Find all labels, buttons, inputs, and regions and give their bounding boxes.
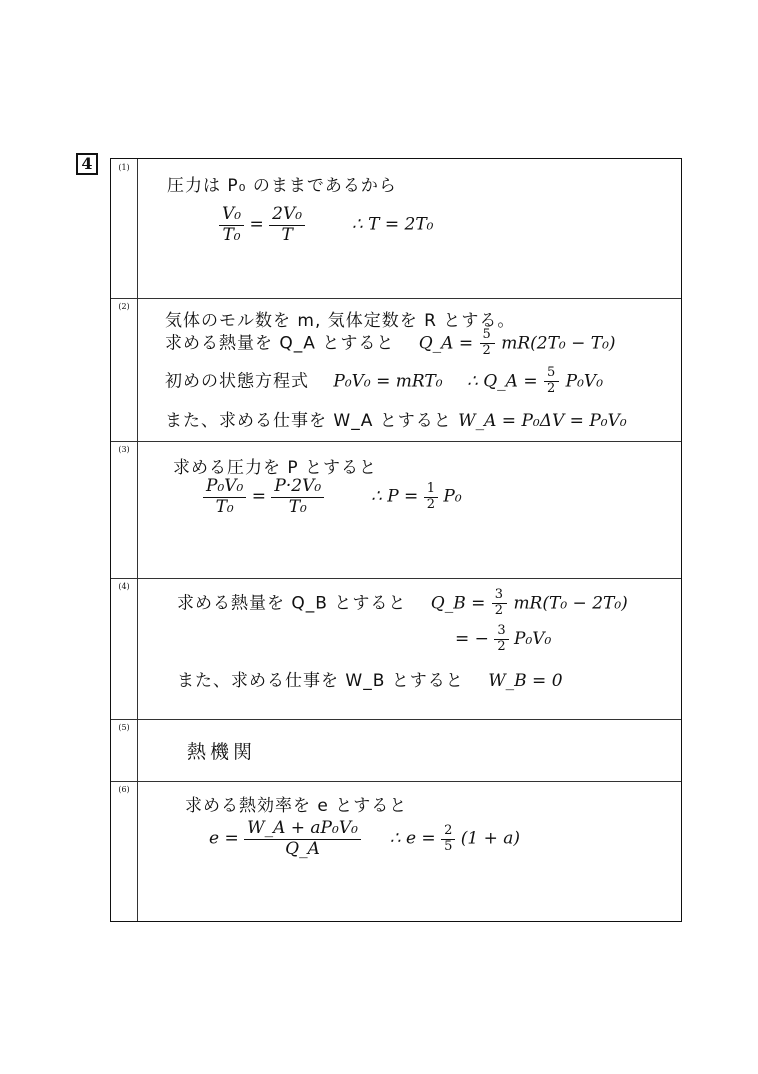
part-5-answer: 熱機関 [187,741,257,763]
answer-row-5 [111,719,681,782]
part-6-line-1: 求める熱効率を e とすると [185,796,408,816]
part-2-line-2: 求める熱量を Q_A とすると Q_A = $\frac{5}{2}$ mR(2T₀ − T₀) [165,327,616,358]
part-4-line-2: = − $\frac{3}{2}$ P₀V₀ [455,623,552,654]
fraction: $\frac{\text{P₀V₀}}{\text{T₀}}$ [203,477,246,517]
part-label: (3) [118,445,130,454]
part-1-equation: $\frac{\text{V₀}}{\text{T₀}}$ = $\frac{\text{2V₀}}{T}$ ∴ T = 2T₀ [219,205,433,245]
answer-row-3 [111,441,681,579]
row-number-cell [111,159,138,298]
part-label: (2) [118,302,130,311]
fraction: $\frac{\text{W\_A + aP₀V₀}}{Q\_A}$ [244,819,361,859]
part-6-equation: e = $\frac{\text{W\_A + aP₀V₀}}{Q\_A}$ ∴ e = $\frac{2}{5}$ (1 + a) [209,818,521,859]
part-2-line-3: 初めの状態方程式 P₀V₀ = mRT₀ ∴ Q_A = $\frac{5}{2}$ P₀V₀ [165,365,604,396]
row-number-cell [111,781,138,921]
fraction: $\frac{\text{2V₀}}{T}$ [269,205,305,245]
part-3-equation: $\frac{\text{P₀V₀}}{\text{T₀}}$ = $\frac{\text{P·2V₀}}{\text{T₀}}$ ∴ P = $\frac{1}{2}$ P₀ [203,477,462,517]
part-2-line-4: また、求める仕事を W_A とすると W_A = P₀ΔV = P₀V₀ [165,411,627,431]
fraction: $\frac{1}{2}$ [424,482,438,513]
row-number-cell [111,719,138,781]
answer-row-6 [111,781,681,921]
answer-row-1 [111,159,681,299]
answer-row-4 [111,578,681,720]
part-label: (1) [118,163,130,172]
fraction: $\frac{2}{5}$ [441,824,455,855]
row-number-cell [111,298,138,441]
problem-number: 4 [76,153,98,175]
part-2-line-1: 気体のモル数を m, 気体定数を R とする。 [165,311,516,331]
answer-sheet [110,158,682,922]
answer-row-2 [111,298,681,442]
fraction: $\frac{3}{2}$ [492,588,507,619]
part-4-line-1: 求める熱量を Q_B とすると Q_B = $\frac{3}{2}$ mR(T₀ − 2T₀) [177,587,628,618]
part-1-text: 圧力は P₀ のままであるから [167,176,397,196]
part-label: (6) [118,785,130,794]
fraction: $\frac{5}{2}$ [544,366,559,397]
part-3-line-1: 求める圧力を P とすると [173,458,378,478]
fraction: $\frac{5}{2}$ [480,328,495,359]
fraction: $\frac{3}{2}$ [494,624,508,655]
fraction: $\frac{\text{V₀}}{\text{T₀}}$ [219,205,244,245]
part-label: (5) [118,723,130,732]
row-number-cell [111,578,138,719]
row-number-cell [111,441,138,578]
part-label: (4) [118,582,130,591]
part-4-line-3: また、求める仕事を W_B とすると W_B = 0 [177,671,563,691]
part-1-conclusion: ∴ T = 2T₀ [351,214,434,235]
fraction: $\frac{\text{P·2V₀}}{\text{T₀}}$ [271,477,324,517]
